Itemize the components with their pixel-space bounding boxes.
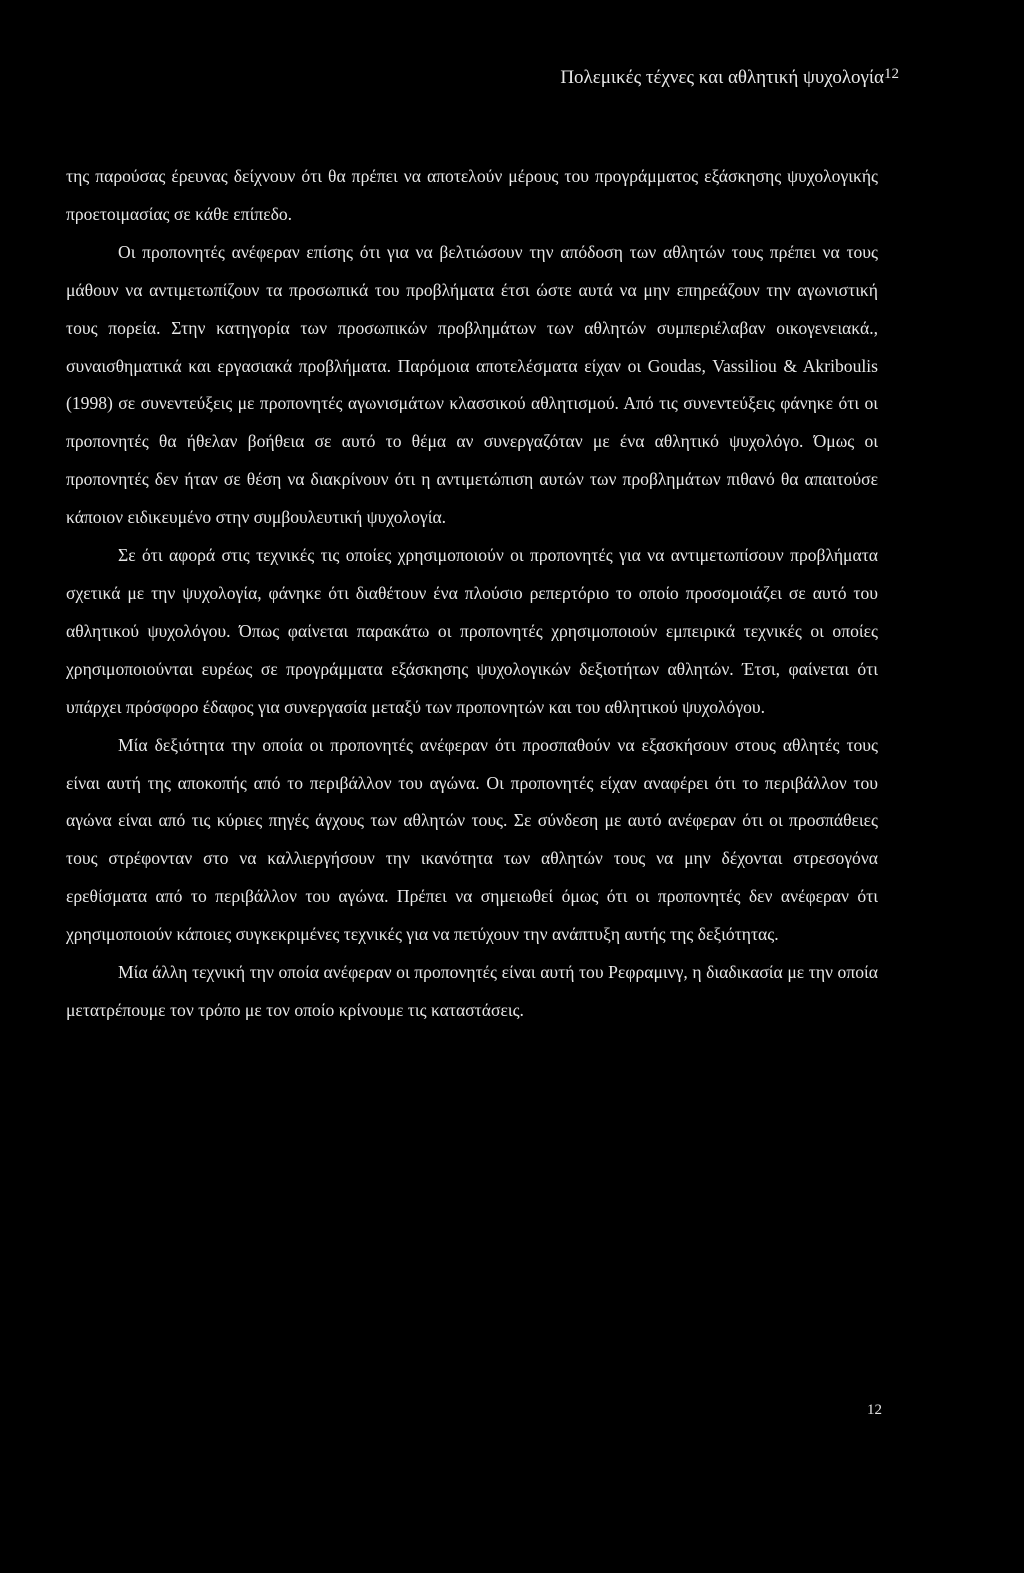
paragraph: Μία άλλη τεχνική την οποία ανέφεραν οι προπονητές είναι αυτή του Ρεφραμινγ, η διαδικασία με την οποία μετατρέπουμε τον τρόπο με τον οποίο κρίνουμε τις καταστάσεις. (66, 962, 878, 1020)
paragraph: Μία δεξιότητα την οποία οι προπονητές ανέφεραν ότι προσπαθούν να εξασκήσουν στους αθλητές τους είναι αυτή της αποκοπής από το περιβάλλον του αγώνα. Οι προπονητές είχαν αναφέρει ότι το περιβάλλον του αγώνα είναι από τις κύριες πηγές άγχους των αθλητών τους. Σε σύνδεση με αυτό ανέφεραν ότι οι προσπάθειες τους στρέφονταν στο να καλλιεργήσουν την ικανότητα των αθλητών τους να μην δέχονται στρεσογόνα ερεθίσματα από το περιβάλλον του αγώνα. Πρέπει να σημειωθεί όμως ότι οι προπονητές δεν ανέφεραν ότι χρησιμοποιούν κάποιες συγκεκριμένες τεχνικές για να πετύχουν την ανάπτυξη αυτής της δεξιότητας. (66, 734, 878, 945)
body-text (66, 158, 878, 1030)
header-page-number: 12 (884, 66, 899, 82)
paragraph-continuation: της παρούσας έρευνας δείχνουν ότι θα πρέπει να αποτελούν μέρους του προγράμματος εξάσκησης ψυχολογικής προετοιμασίας σε κάθε επίπεδο. (66, 166, 878, 224)
running-header (560, 66, 899, 89)
paragraph: Σε ότι αφορά στις τεχνικές τις οποίες χρησιμοποιούν οι προπονητές για να αντιμετωπίσουν προβλήματα σχετικά με την ψυχολογία, φάνηκε ότι διαθέτουν ένα πλούσιο ρεπερτόριο το οποίο προσομοιάζει σε αυτό του αθλητικού ψυχολόγου. Όπως φαίνεται παρακάτω οι προπονητές χρησιμοποιούν εμπειρικά τεχνικές οι οποίες χρησιμοποιούνται ευρέως σε προγράμματα εξάσκησης ψυχολογικών δεξιοτήτων αθλητών. Έτσι, φαίνεται ότι υπάρχει πρόσφορο έδαφος για συνεργασία μεταξύ των προπονητών και του αθλητικού ψυχολόγου. (66, 545, 878, 717)
header-title: Πολεμικές τέχνες και αθλητική ψυχολογία (560, 67, 884, 88)
paragraph: Οι προπονητές ανέφεραν επίσης ότι για να βελτιώσουν την απόδοση των αθλητών τους πρέπει να τους μάθουν να αντιμετωπίζουν τα προσωπικά του προβλήματα έτσι ώστε αυτά να μην επηρεάζουν την αγωνιστική τους πορεία. Στην κατηγορία των προσωπικών προβλημάτων των αθλητών συμπεριέλαβαν οικογενειακά., συναισθηματικά και εργασιακά προβλήματα. Παρόμοια αποτελέσματα είχαν οι Goudas, Vassiliou & Akribοulis (1998) σε συνεντεύξεις με προπονητές αγωνισμάτων κλασσικού αθλητισμού. Από τις συνεντεύξεις φάνηκε ότι οι προπονητές θα ήθελαν βοήθεια σε αυτό το θέμα αν συνεργαζόταν με ένα αθλητικό ψυχολόγο. Όμως οι προπονητές δεν ήταν σε θέση να διακρίνουν ότι η αντιμετώπιση αυτών των προβλημάτων πιθανό θα απαιτούσε κάποιον ειδικευμένο στην συμβουλευτική ψυχολογία. (66, 241, 878, 528)
page-number: 12 (867, 1402, 882, 1418)
